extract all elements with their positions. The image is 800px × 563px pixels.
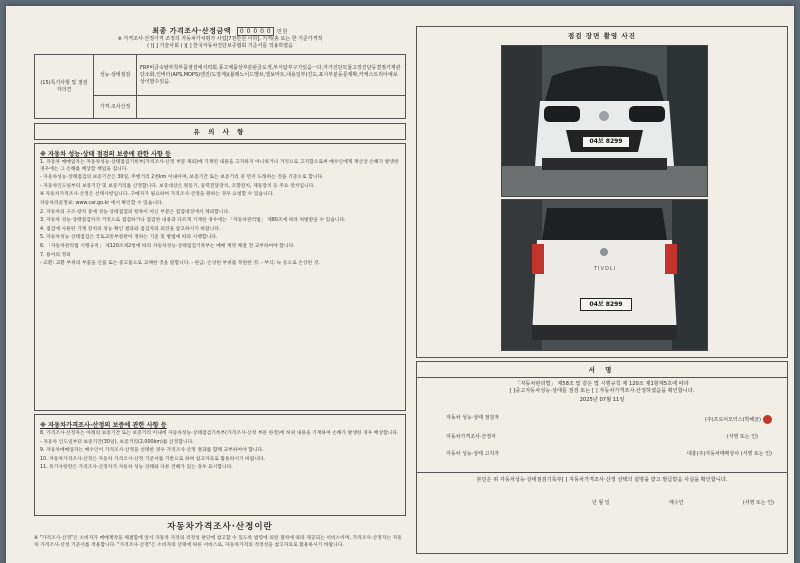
rear-badge: TIVOLI [593,266,617,272]
front-car-image [502,46,707,196]
header-note-1: ※ 가격조사·산정가격 조정의 자동차가치평가 사업[7천만원 이하], 가격(총 또는 한 기준가격적 [117,36,323,42]
valuation-text: ※ "가격조사·산정"은 소비자가 매매계약을 체결함에 앞서 자동차 가격의 적정성 판단에 참고할 수 있도록 법령에 의한 절차에 따라 제공되는 서비스이며, 가격조사·산정자는 자동차 가격조사·산정 기준서를 적용합니다. "가격조사·산정"은 소비자의 선택에 따른 서비스로, 자동차가격의 적정성을 참고자료로 활용하시기 바랍니다. [34,536,402,548]
inspector-stamp [763,415,772,424]
signature-law-1: 「자동차관리법」 제58조 및 같은 법 시행규칙 제 120조 제1항제5호에 따라 [515,381,689,387]
photo-title: 점검 장면 촬영 사진 [567,32,637,40]
signature-row-notifier: 자동차 성능·상태 고지자 대흥(주)자동차매매상사 (서명 또는 인) [446,450,772,457]
signature-box [416,361,788,554]
left-column [34,26,406,563]
section1-p1c: - 자동차인도일부터 보증기간 및 보증거리를 산정합니다. 보증대상은 원동기, 동력전달장치, 조향장치, 제동장치 등 주요 장치입니다. [40,183,315,189]
opinion-row2-label: 가격·조사산정 [94,96,137,119]
opinion-row1-label: 성능·상태점검 [94,55,137,96]
signature-row-appraiser: 자동차가격조사·산정자 (서명 또는 인) [446,433,758,440]
section1-p1e: 자동차리콜정보: www.car.go.kr 에서 확인할 수 있습니다. [40,200,164,206]
rear-plate: 04보 8299 [580,298,632,311]
signature-title: 서 명 [588,366,616,374]
section1-p7: 7. 용어의 정의 [40,252,71,258]
valuation-title: 자동차가격조사·산정이란 [167,522,273,532]
right-column [416,26,788,563]
section2-box [34,414,406,516]
section1-p1: 1. 자동차 매매업자는 자동차성능·상태점검기록부(가격조사·산정 부문 제외)에 기재된 내용을 고지하지 아니하거나 거짓으로 고지함으로써 매수인에게 재산상 손해가 발생한 경우에는 그 손해를 배상할 책임을 집니다. [40,160,399,172]
signature-footer: 년 월 일 매수인 (서명 또는 인) [592,499,774,506]
document-sheet [6,6,794,563]
section2-p8b: - 자동차 인도일부터 보증기간(30일), 보증거리(2,000km)를 산정합니다. [40,439,194,445]
section2-p9: 9. 자동차매매업자는 매수인이 가격조사·산정을 선택한 경우 가격조사·산정 결과를 함께 교부하여야 합니다. [40,448,264,454]
section2-heading: ※ 자동차가격조사·산정의 보증에 관한 사항 등 [40,422,167,429]
opinion-row1-text: FRP비금속탈부착부품점검에서력회,풍고체품상부분판금도색,부식탐부구가있음ㅡ다,자가진단모듈고장진단등결점기계관단소화,인버터(APS,MOPS)엔진/도장계)(블레노이드밸브,엘보마트,내용일부)진도,표시부분등문제확,카케스트리아예보상이발수있음. [137,55,406,96]
signature-date: 2025년 07월 11일 [579,397,625,404]
section1-p6: 6. 「자동차관리법 시행규칙」 제120조제2항에 따라 자동차성능·상태점검기록부는 매매 계약 체결 전 교부하여야 합니다. [40,243,295,249]
opinion-row2-text [137,96,406,119]
signature-rows [422,413,782,460]
section1-heading: ※ 자동차 성능·상태 점검의 보증에 관한 사항 등 [40,151,172,158]
section1-p4: 4. 점검에 사용된 기계 장치의 성능 확인 결과와 점검자의 의견을 참고하시기 바랍니다. [40,226,221,232]
rear-photo [501,199,708,351]
front-photo [501,45,708,197]
section1-p5: 5. 자동차성능·상태점검은 국토교통부장관이 정하는 기준 및 방법에 따라 시행합니다. [40,235,218,241]
notice-title-box [34,123,406,140]
rear-car-image [502,200,707,350]
notice-title: 유 의 사 항 [193,128,247,136]
section2-p11: 11. 특기사항란은 가격조사·산정자가 자동차 성능·상태와 다른 견해가 있는 경우 표시합니다. [40,465,233,471]
opinion-label: (15)특기사항 및 점검자의견 [35,55,94,119]
front-plate: 04보 8299 [582,136,630,148]
section1-p1b: - 자동차성능·상태점검의 보증기간은 30일, 주행거리 2천km 이내이며, 보증기간 또는 보증거리 중 먼저 도래하는 것을 기준으로 합니다. [40,175,324,181]
opinion-table [34,54,406,119]
header-note-2: ( )[ ] 기술사회 ( )[ ] 한국자동차진단보증협회 기준서를 적용하였음 [147,43,293,49]
section1-p1d: ※ 자동차가격조사·산정은 선택사항입니다. 구매자가 필요하여 가격조사·산정을 원하는 경우 요청할 수 있습니다. [40,192,274,198]
final-amount-title: 최종 가격조사·산정금액 0 0 0 0 0 만원 [152,27,288,35]
signature-row-inspector: 자동차 성능·상태 점검자 (주)프로씨모터스(박해균) [422,413,782,426]
valuation-box [34,520,406,549]
section1-p7b: - 교환: 교환 부위의 부품을 신품 또는 중고품으로 교체한 것을 말합니다. - 판금: 손상된 부위를 복원한 것. - 부식: 녹 등으로 손상된 것. [40,261,320,267]
section2-p8: 8. 가격조사·산정자는 아래의 보증기간 또는 보증거리 이내에 자동차성능·상태점검기록부(가격조사·산정 부문 한정)에 허위 내용을 기재하여 손해가 발생한 경우 배상합니다. [40,431,399,436]
signature-law-2: [ ]중고자동차성능·상태를 점검 또는 [ ] 자동차가격조사·산정하였음을 확인합니다. [509,388,695,395]
section2-p10: 10. 자동차가격조사·산정은 자동차 가격조사·산정 기준서를 기반으로 하며 참고자료로 활용하시기 바랍니다. [40,456,266,462]
amount-boxes: 0 0 0 0 0 [237,27,274,36]
signature-receipt: 본인은 위 자동차성능·상태점검기록부[ ] 자동차가격조사·산정 선택의 설명을 받고 발급받음 사실을 확인합니다. [476,476,728,483]
photo-box [416,26,788,358]
section1-box [34,143,406,411]
section1-p2: 2. 자동차의 구조·장치 중에 성능·상태점검의 항목이 아닌 부분은 점검대상에서 제외합니다. [40,209,230,215]
section1-p3: 3. 자동차 성능·상태점검자가 거짓으로 점검하거나 점검한 내용과 다르게 기재한 경우에는 「자동차관리법」 제80조에 따라 처벌받을 수 있습니다. [40,218,346,224]
